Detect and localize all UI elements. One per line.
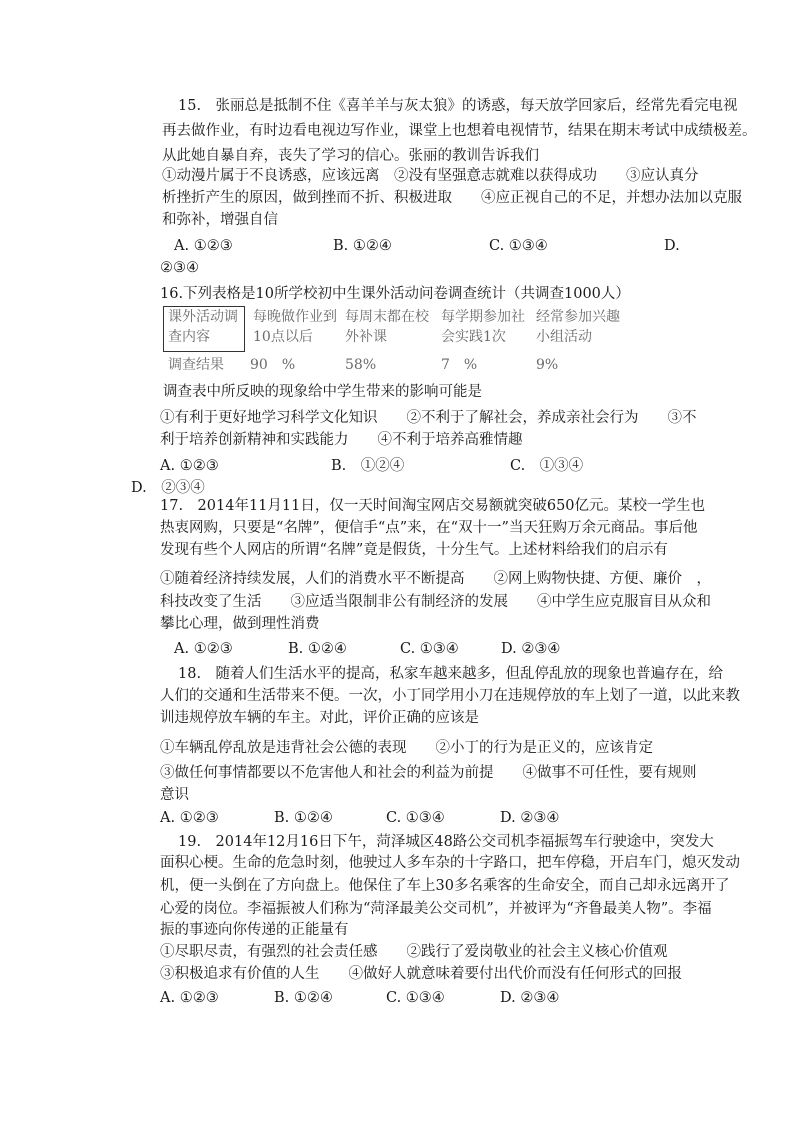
q17-option-a: A. ①②③: [174, 641, 233, 657]
survey-value-2: 58%: [345, 357, 377, 373]
q16-line-3: 利于培养创新精神和实践能力 ④不利于培养高雅情趣: [160, 432, 523, 448]
survey-header-cell-2b: 外补课: [345, 329, 387, 345]
q16-option-a: A. ①②③: [160, 458, 219, 474]
q17-line-6: 攀比心理，做到理性消费: [160, 616, 320, 632]
q15-option-d-value: ②③④: [160, 260, 199, 276]
q19-line-6: ①尽职尽责，有强烈的社会责任感 ②践行了爱岗敬业的社会主义核心价值观: [160, 944, 668, 960]
q18-option-c: C. ①③④: [386, 810, 445, 826]
survey-value-1: 90 %: [250, 357, 296, 373]
q18-line-6: 意识: [160, 787, 189, 803]
q16-line-2: ①有利于更好地学习科学文化知识 ②不利于了解社会，养成亲社会行为 ③不: [160, 410, 697, 426]
q18-option-a: A. ①②③: [160, 810, 219, 826]
q19-line-1: 19. 2014年12月16日下午，菏泽城区48路公交司机李福振驾车行驶途中，突发大: [178, 834, 714, 850]
q15-line-6: 和弥补，增强自信: [162, 212, 278, 228]
survey-header-cell-4a: 经常参加兴趣: [536, 309, 620, 325]
q19-line-4: 心爱的岗位。李福振被人们称为“菏泽最美公交司机”，并被评为“齐鲁最美人物”。李福: [160, 901, 712, 917]
q17-line-3: 发现有些个人网店的所谓“名牌”竟是假货，十分生气。上述材料给我们的启示有: [160, 542, 668, 558]
q15-line-4: ①动漫片属于不良诱惑，应该远离 ②没有坚强意志就难以获得成功 ③应认真分: [162, 168, 699, 184]
survey-header-cell-0a: 课外活动调: [168, 309, 238, 325]
q17-line-4: ①随着经济持续发展，人们的消费水平不断提高 ②网上购物快捷、方便、廉价 ，: [160, 571, 711, 587]
q17-option-d: D. ②③④: [501, 641, 561, 657]
q17-line-1: 17. 2014年11月11日，仅一天时间淘宝网店交易额就突破650亿元。某校一学生也: [160, 498, 706, 514]
survey-header-cell-3b: 会实践1次: [441, 329, 506, 345]
q19-option-c: C. ①③④: [386, 990, 445, 1006]
q18-option-b: B. ①②④: [274, 810, 333, 826]
q15-option-b: B. ①②④: [333, 238, 392, 254]
survey-header-cell-4b: 小组活动: [536, 329, 592, 345]
q16-option-d: D. ②③④: [131, 480, 205, 496]
q19-option-a: A. ①②③: [160, 990, 219, 1006]
q18-line-4: ①车辆乱停乱放是违背社会公德的表现 ②小丁的行为是正义的，应该肯定: [160, 740, 653, 756]
q18-option-d: D. ②③④: [500, 810, 560, 826]
survey-header-cell-0b: 查内容: [168, 329, 210, 345]
q16-option-b: B. ①②④: [331, 458, 405, 474]
q19-line-7: ③积极追求有价值的人生 ④做好人就意味着要付出代价而没有任何形式的回报: [160, 966, 682, 982]
q18-line-3: 训违规停放车辆的车主。对此，评价正确的应该是: [160, 710, 479, 726]
q15-line-3: 从此她自暴自弃，丧失了学习的信心。张丽的教训告诉我们: [162, 148, 539, 164]
q17-line-5: 科技改变了生活 ③应适当限制非公有制经济的发展 ④中学生应克服盲目从众和: [160, 594, 711, 610]
survey-header-cell-1b: 10点以后: [253, 329, 313, 345]
q15-line-2: 再去做作业，有时边看电视边写作业，课堂上也想着电视情节，结果在期末考试中成绩极差。: [162, 123, 757, 139]
q19-line-5: 振的事迹向你传递的正能量有: [160, 922, 349, 938]
q19-line-3: 机，便一头倒在了方向盘上。他保住了车上30多名乘客的生命安全，而自己却永远离开了: [160, 878, 730, 894]
q15-option-c: C. ①③④: [489, 238, 548, 254]
q16-option-c: C. ①③④: [510, 458, 584, 474]
survey-header-cell-3a: 每学期参加社: [441, 309, 525, 325]
q18-line-5: ③做任何事情都要以不危害他人和社会的利益为前提 ④做事不可任性，要有规则: [160, 765, 697, 781]
q15-line-5: 析挫折产生的原因，做到挫而不折、积极进取 ④应正视自己的不足，并想办法加以克服: [162, 190, 742, 206]
q19-line-2: 面积心梗。生命的危急时刻，他驶过人多车杂的十字路口，把车停稳，开启车门，熄灭发动: [160, 855, 740, 871]
q17-line-2: 热衷网购，只要是“名牌”，便信手“点”来，在“双十一”当天狂购万余元商品。事后他: [160, 520, 698, 536]
survey-row-label: 调查结果: [168, 357, 224, 373]
survey-header-cell-1a: 每晚做作业到: [253, 309, 337, 325]
q16-stem: 16.下列表格是10所学校初中生课外活动问卷调查统计（共调查1000人）: [160, 286, 630, 302]
q15-line-1: 15. 张丽总是抵制不住《喜羊羊与灰太狼》的诱惑，每天放学回家后，经常先看完电视: [178, 98, 738, 114]
q19-option-b: B. ①②④: [274, 990, 333, 1006]
q15-option-a: A. ①②③: [174, 238, 233, 254]
q17-option-c: C. ①③④: [400, 641, 459, 657]
q17-option-b: B. ①②④: [288, 641, 347, 657]
q19-option-d: D. ②③④: [500, 990, 560, 1006]
survey-value-4: 9%: [536, 357, 559, 373]
survey-value-3: 7 %: [441, 357, 478, 373]
q18-line-1: 18. 随着人们生活水平的提高，私家车越来越多，但乱停乱放的现象也普遍存在，给: [178, 666, 724, 682]
q18-line-2: 人们的交通和生活带来不便。一次，小丁同学用小刀在违规停放的车上划了一道，以此来教: [160, 688, 740, 704]
q15-option-d: D.: [664, 238, 680, 254]
survey-header-cell-2a: 每周末都在校: [345, 309, 429, 325]
q16-line-1: 调查表中所反映的现象给中学生带来的影响可能是: [163, 384, 482, 400]
